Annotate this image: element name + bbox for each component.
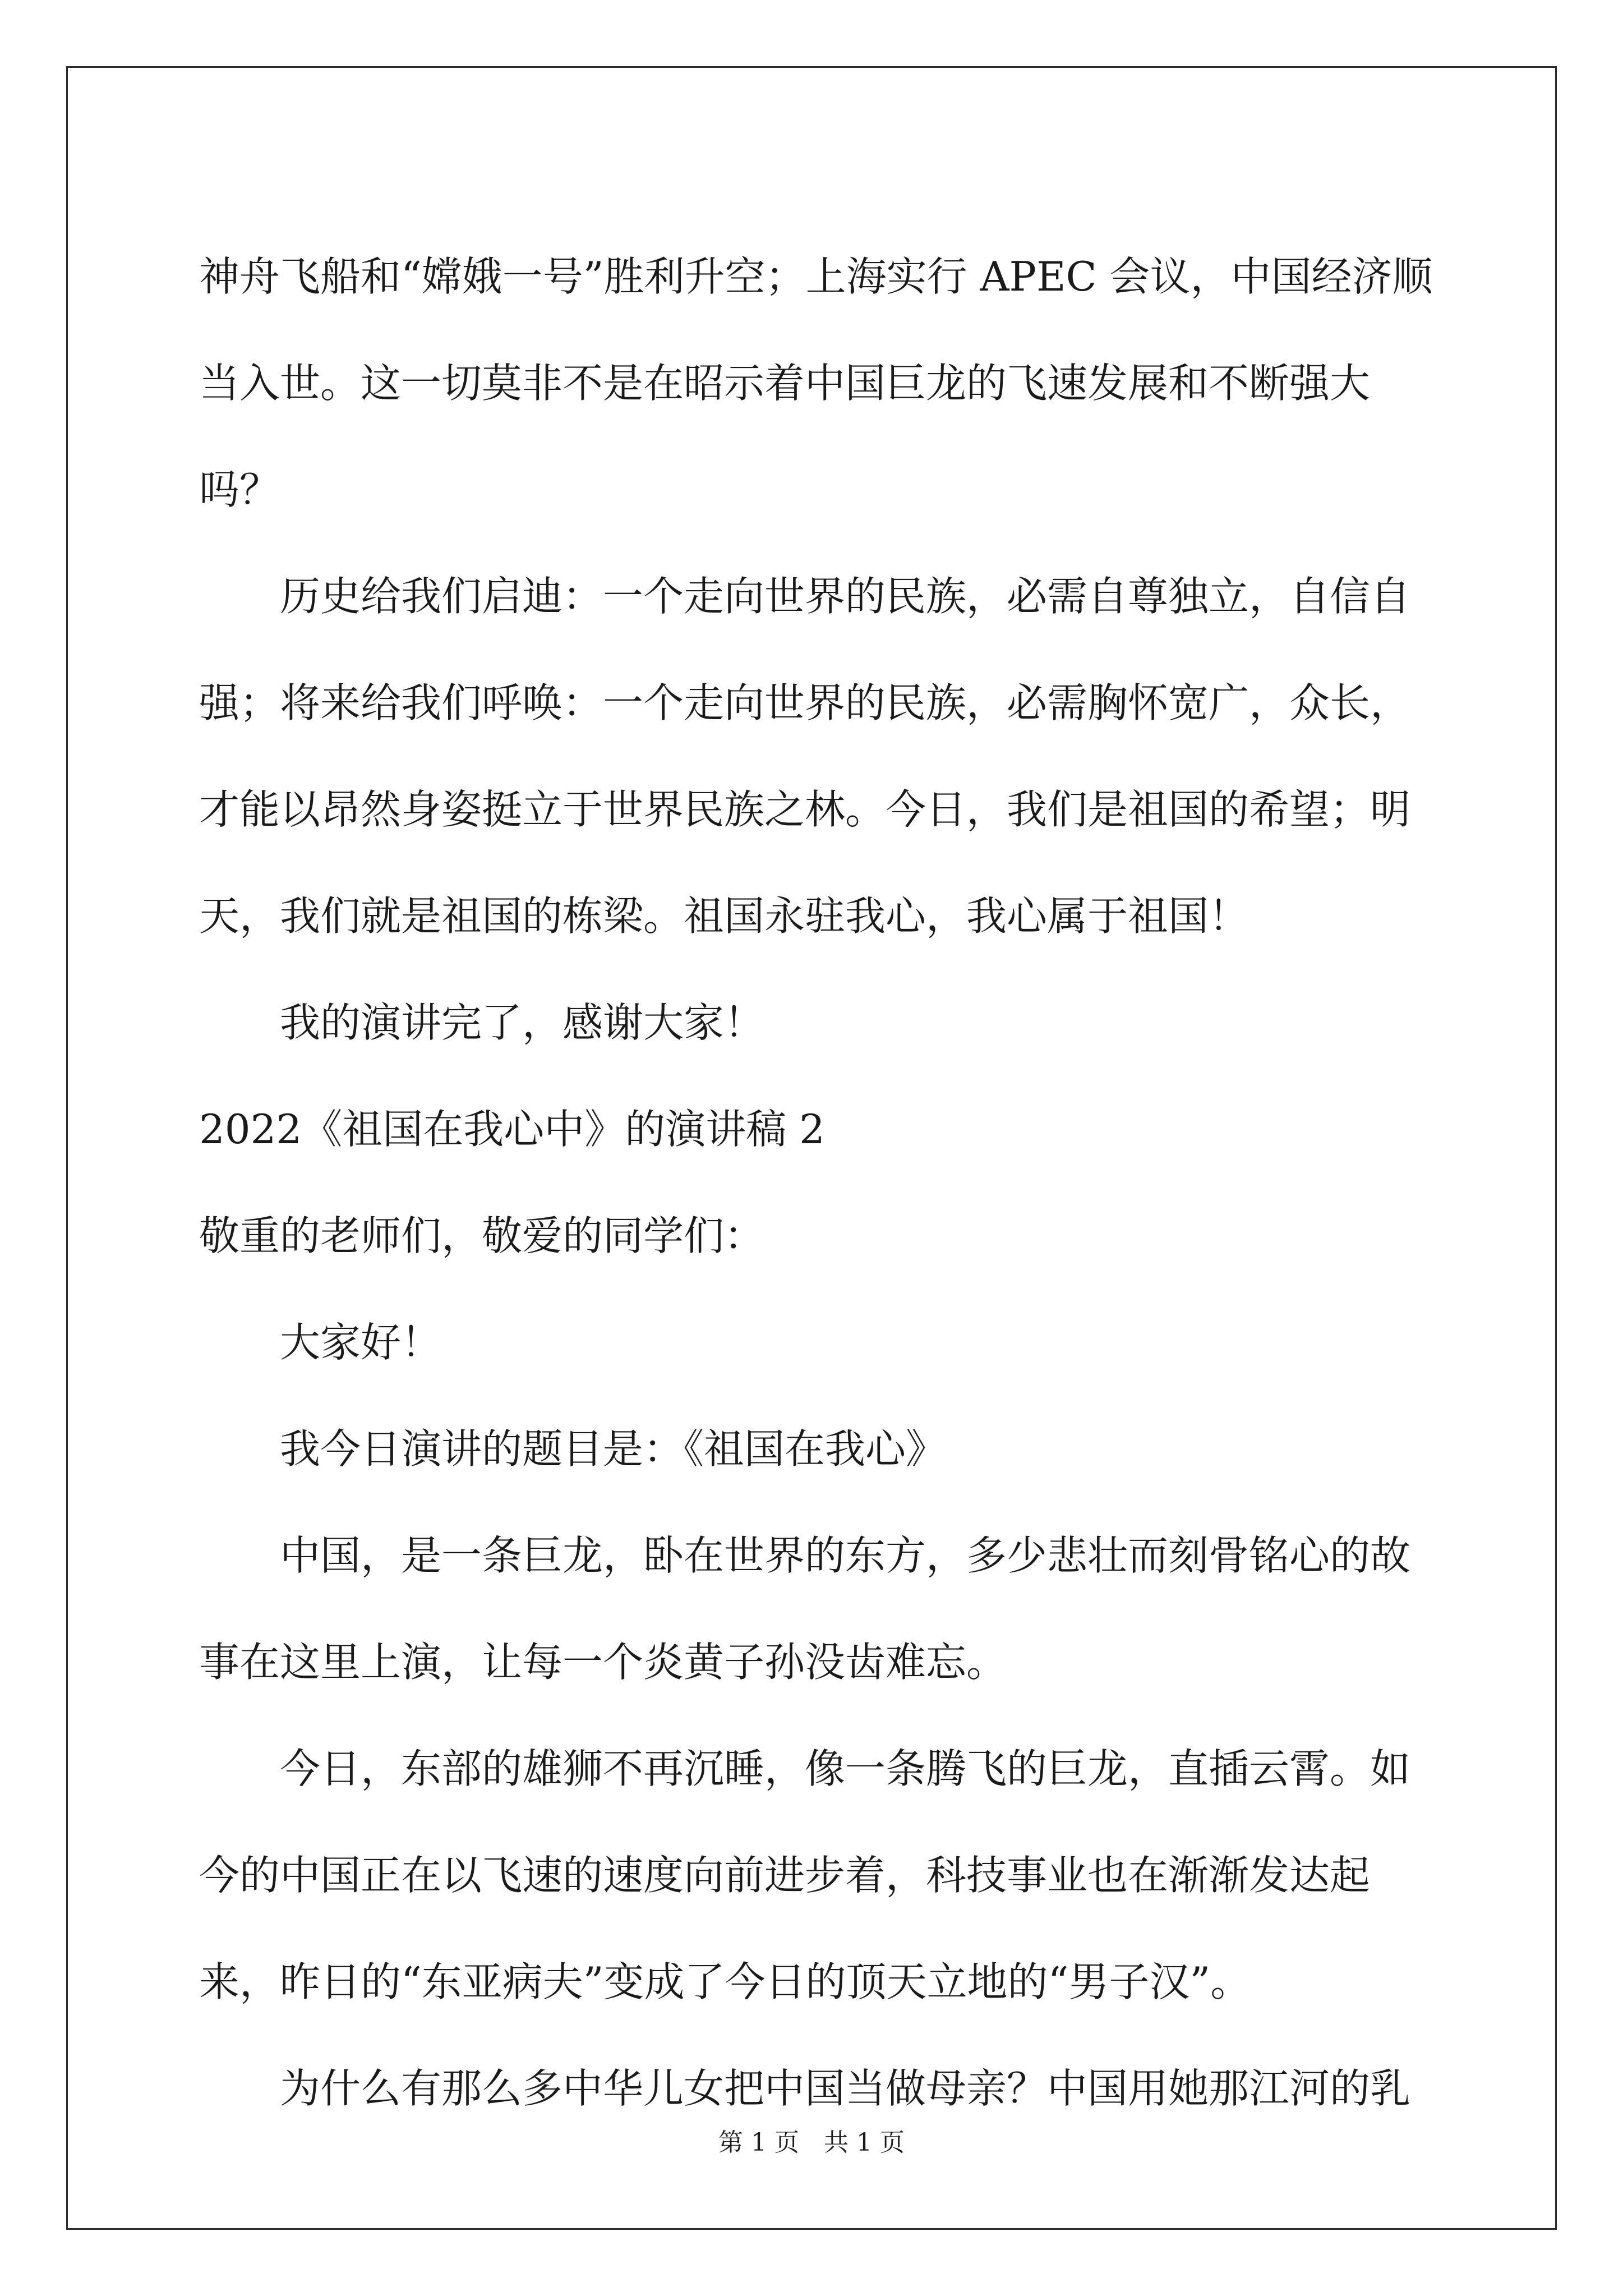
page-number: 第 1 页 共 1 页 — [718, 2128, 905, 2157]
salutation: 敬重的老师们，敬爱的同学们： — [199, 1212, 765, 1259]
paragraph-2: 历史给我们启迪：一个走向世界的民族，必需自尊独立，自信自强；将来给我们呼唤：一个走向世界的民族，必需胸怀宽广，众长，才能以昂然身姿挺立于世界民族之林。今日，我们是祖国的希望；明天，我们就是祖国的栋梁。祖国永驻我心，我心属于祖国！ — [199, 573, 1411, 940]
greeting: 大家好！ — [280, 1319, 442, 1366]
paragraph-8: 中国，是一条巨龙，卧在世界的东方，多少悲壮而刻骨铭心的故事在这里上演，让每一个炎黄子孙没齿难忘。 — [199, 1532, 1411, 1686]
paragraph-3: 我的演讲完了，感谢大家！ — [280, 999, 765, 1046]
paragraph-10: 为什么有那么多中华儿女把中国当做母亲？中国用她那江河的乳 — [280, 2065, 1411, 2112]
document-body — [199, 223, 1433, 2142]
paragraph-1: 神舟飞船和“嫦娥一号”胜利升空；上海实行 APEC 会议，中国经济顺当入世。这一切莫非不是在昭示着中国巨龙的飞速发展和不断强大吗？ — [199, 253, 1433, 513]
speech-topic: 我今日演讲的题目是：《祖国在我心》 — [280, 1425, 947, 1473]
paragraph-9: 今日，东部的雄狮不再沉睡，像一条腾飞的巨龙，直插云霄。如今的中国正在以飞速的速度向前进步着，科技事业也在渐渐发达起来，昨日的“东亚病夫”变成了今日的顶天立地的“男子汉”。 — [199, 1745, 1411, 2005]
section-title: 2022《祖国在我心中》的演讲稿 2 — [199, 1106, 825, 1153]
